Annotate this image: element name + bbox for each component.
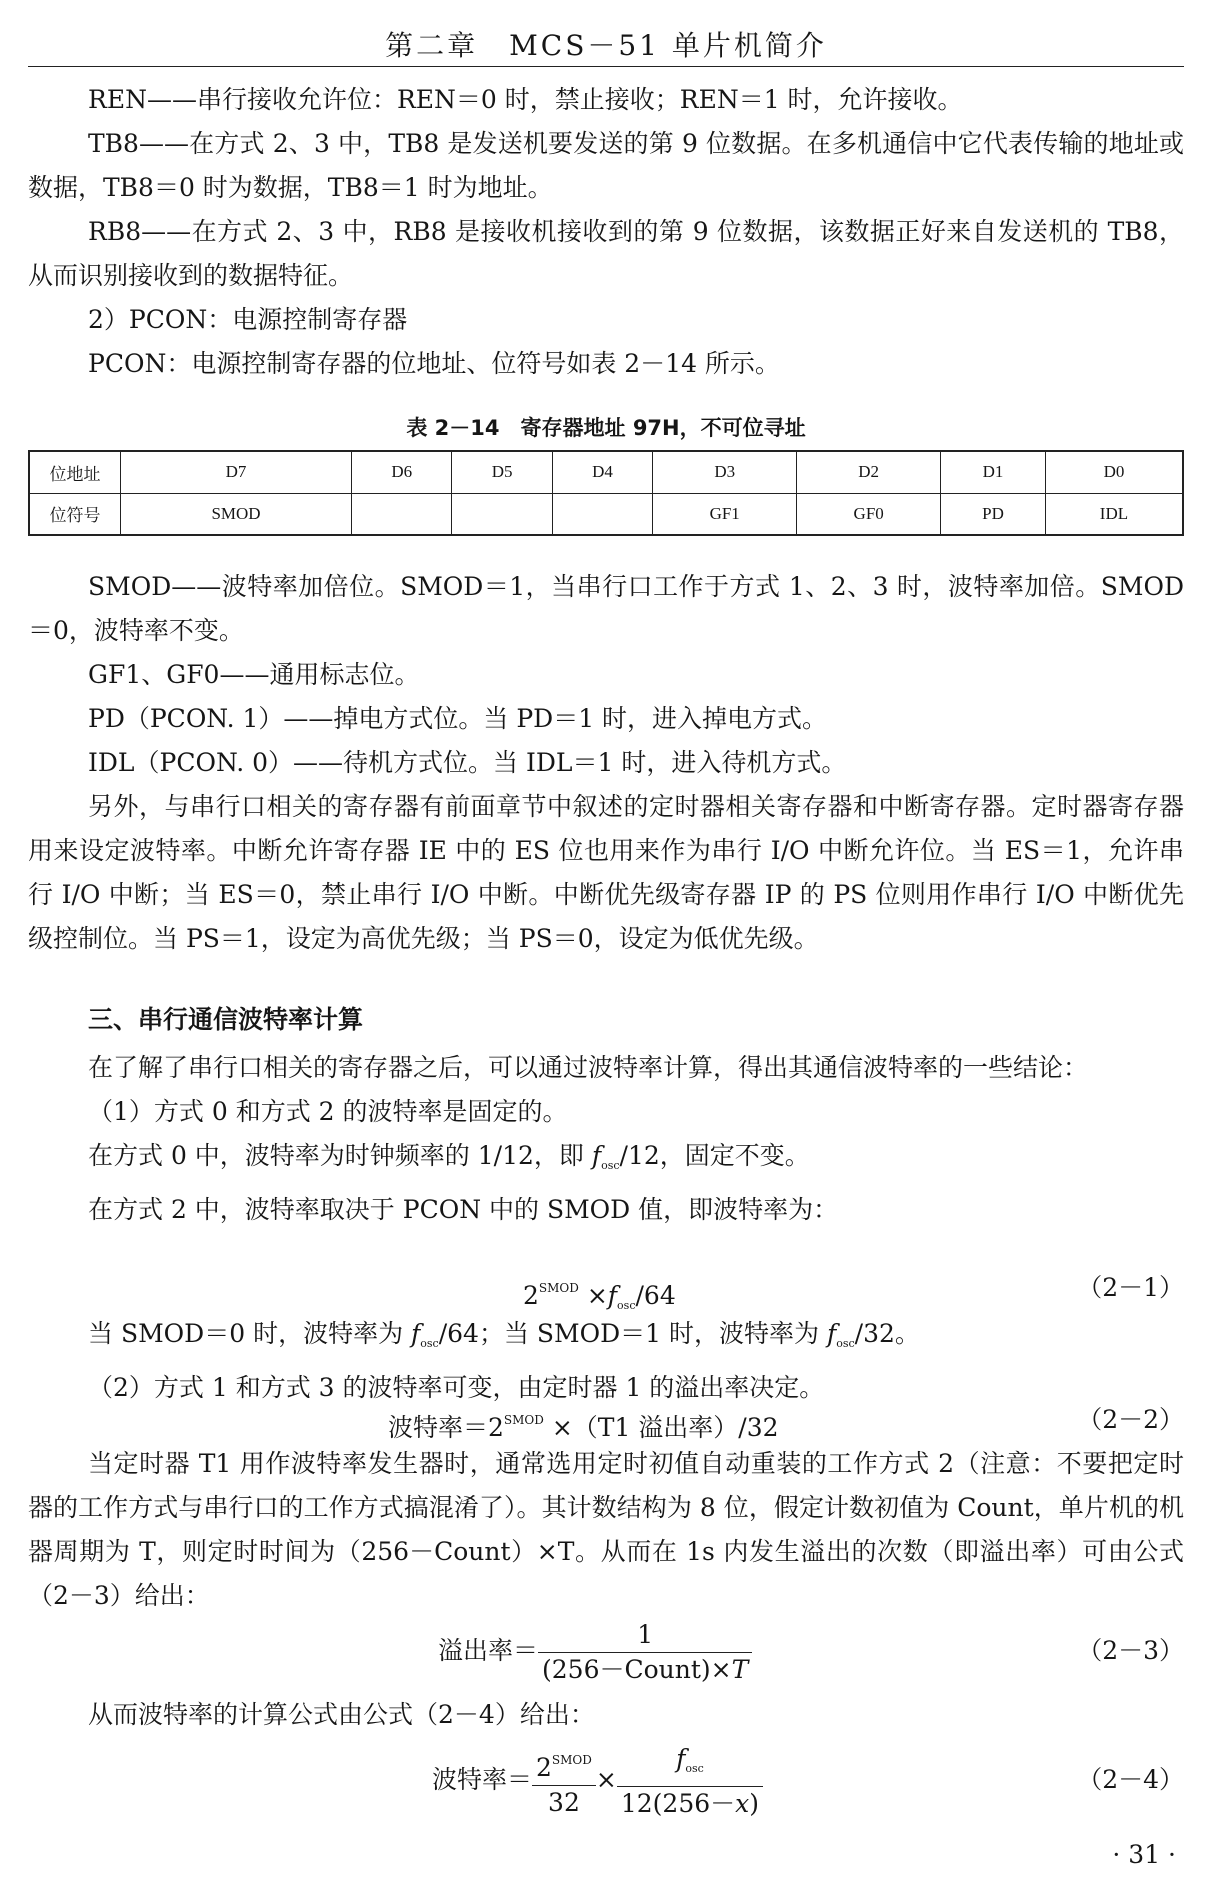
table-cell bbox=[452, 493, 552, 535]
equation-2-3-expression bbox=[438, 1615, 752, 1687]
mode0-text: 在方式 0 中，波特率为时钟频率的 1/12，即 bbox=[88, 1141, 592, 1170]
eq-superscript: SMOD bbox=[503, 1413, 544, 1427]
fraction bbox=[538, 1618, 752, 1687]
smod-rates-paragraph bbox=[28, 1312, 1184, 1366]
eq-text: 波特率＝2 bbox=[388, 1413, 504, 1442]
table-cell: D5 bbox=[452, 451, 552, 493]
section-heading: 三、串行通信波特率计算 bbox=[88, 1005, 364, 1034]
denominator: 32 bbox=[548, 1788, 580, 1817]
eq-text: × bbox=[578, 1281, 608, 1310]
mode0-text-end: /12，固定不变。 bbox=[619, 1141, 810, 1170]
eq-text: 波特率＝ bbox=[432, 1765, 533, 1794]
idl-paragraph: IDL（PCON. 0）——待机方式位。当 IDL＝1 时，进入待机方式。 bbox=[88, 748, 847, 777]
eq-text: ×（T1 溢出率）/32 bbox=[543, 1413, 779, 1442]
smod-paragraph: SMOD——波特率加倍位。SMOD＝1，当串行口工作于方式 1、2、3 时，波特率加倍。SMOD＝0，波特率不变。 bbox=[28, 572, 1184, 645]
equation-2-4-expression bbox=[432, 1740, 763, 1821]
table-cell bbox=[552, 493, 652, 535]
denominator bbox=[538, 1653, 752, 1687]
equation-2-2 bbox=[28, 1397, 1184, 1443]
fosc-subscript: osc bbox=[836, 1337, 855, 1350]
eq-superscript: SMOD bbox=[538, 1281, 579, 1295]
table-cell: SMOD bbox=[121, 493, 352, 535]
fixed-rate-paragraph: （1）方式 0 和方式 2 的波特率是固定的。 bbox=[88, 1097, 568, 1126]
table-cell: IDL bbox=[1045, 493, 1183, 535]
table-cell: 位地址 bbox=[29, 451, 121, 493]
tb8-paragraph: TB8——在方式 2、3 中，TB8 是发送机要发送的第 9 位数据。在多机通信中它代表传输的地址或数据，TB8＝0 时为数据，TB8＝1 时为地址。 bbox=[28, 129, 1184, 202]
eq-text: ) bbox=[749, 1789, 760, 1818]
eq-superscript: SMOD bbox=[551, 1753, 592, 1767]
pd-paragraph: PD（PCON. 1）——掉电方式位。当 PD＝1 时，进入掉电方式。 bbox=[88, 704, 828, 733]
table-cell: D2 bbox=[797, 451, 941, 493]
pcon-heading: 2）PCON：电源控制寄存器 bbox=[88, 305, 408, 334]
equation-number: （2－2） bbox=[1077, 1405, 1184, 1434]
eq-text: /64 bbox=[635, 1281, 676, 1310]
mode2-paragraph: 在方式 2 中，波特率取决于 PCON 中的 SMOD 值，即波特率为： bbox=[88, 1195, 839, 1224]
formula-intro bbox=[28, 1693, 1184, 1737]
table-cell: GF0 bbox=[797, 493, 941, 535]
table-cell: D6 bbox=[352, 451, 452, 493]
pcon-intro: PCON：电源控制寄存器的位地址、位符号如表 2－14 所示。 bbox=[88, 349, 780, 378]
fosc-symbol: f bbox=[607, 1281, 618, 1310]
baud-rate-intro bbox=[28, 1046, 1184, 1232]
fraction bbox=[532, 1743, 596, 1820]
fosc-subscript: osc bbox=[685, 1762, 704, 1775]
period-symbol: T bbox=[731, 1655, 749, 1684]
gf-paragraph: GF1、GF0——通用标志位。 bbox=[88, 660, 420, 689]
fosc-symbol: f bbox=[826, 1319, 837, 1348]
timer-description bbox=[28, 1442, 1184, 1618]
interrupt-paragraph: 另外，与串行口相关的寄存器有前面章节中叙述的定时器相关寄存器和中断寄存器。定时器寄存器用来设定波特率。中断允许寄存器 IE 中的 ES 位也用来作为串行 I/O 中断允许位。当 ES＝1，允许串行 I/O 中断；当 ES＝0，禁止串行 I/O 中断。中断优先级寄存器 IP 的 PS 位则用作串行 I/O 中断优先级控制位。当 PS＝1，设定为高优先级；当 PS＝0，设定为低优先级。 bbox=[28, 792, 1184, 953]
numerator: 1 bbox=[538, 1618, 752, 1653]
fosc-subscript: osc bbox=[420, 1337, 439, 1350]
fosc-symbol: f bbox=[411, 1319, 421, 1348]
eq-text: 2 bbox=[523, 1281, 539, 1310]
equation-number: （2－4） bbox=[1077, 1765, 1184, 1794]
text: /32。 bbox=[854, 1319, 920, 1348]
chapter-title: 第二章 MCS－51 单片机简介 bbox=[385, 29, 827, 62]
pcon-register-table bbox=[28, 450, 1184, 536]
fosc-symbol: f bbox=[591, 1141, 602, 1170]
fraction bbox=[617, 1742, 763, 1821]
numerator bbox=[617, 1742, 763, 1787]
text: 当 SMOD＝0 时，波特率为 bbox=[88, 1319, 412, 1348]
equation-number: （2－1） bbox=[1077, 1273, 1184, 1302]
fosc-subscript: osc bbox=[601, 1159, 620, 1172]
eq-text: 2 bbox=[536, 1753, 552, 1782]
equation-2-4 bbox=[28, 1740, 1184, 1820]
intro-paragraph: 在了解了串行口相关的寄存器之后，可以通过波特率计算，得出其通信波特率的一些结论： bbox=[88, 1053, 1089, 1082]
numerator bbox=[532, 1743, 596, 1786]
equation-2-3 bbox=[28, 1615, 1184, 1687]
running-header bbox=[28, 22, 1184, 67]
table-cell: D0 bbox=[1045, 451, 1183, 493]
table-cell: GF1 bbox=[653, 493, 797, 535]
table-cell bbox=[352, 493, 452, 535]
ren-paragraph: REN——串行接收允许位：REN＝0 时，禁止接收；REN＝1 时，允许接收。 bbox=[88, 85, 963, 114]
eq-text: × bbox=[595, 1765, 617, 1794]
mode0-paragraph bbox=[28, 1134, 1184, 1188]
table-cell: 位符号 bbox=[29, 493, 121, 535]
fosc-subscript: osc bbox=[617, 1299, 636, 1312]
table-cell: D3 bbox=[653, 451, 797, 493]
eq-text: 溢出率＝ bbox=[438, 1636, 539, 1665]
eq-text: (256－Count)× bbox=[542, 1655, 732, 1684]
denominator bbox=[617, 1787, 763, 1821]
table-row-bit-symbol bbox=[29, 493, 1183, 535]
text: /64；当 SMOD＝1 时，波特率为 bbox=[438, 1319, 827, 1348]
fosc-symbol: f bbox=[676, 1744, 686, 1773]
register-bits-description bbox=[28, 78, 1184, 386]
rb8-paragraph: RB8——在方式 2、3 中，RB8 是接收机接收到的第 9 位数据，该数据正好来自发送机的 TB8，从而识别接收到的数据特征。 bbox=[28, 217, 1184, 290]
eq-text: 12(256－ bbox=[620, 1789, 736, 1818]
table-caption: 表 2－14 寄存器地址 97H，不可位寻址 bbox=[406, 416, 806, 440]
equation-2-1 bbox=[28, 1265, 1184, 1311]
table-cell: D7 bbox=[121, 451, 352, 493]
timer-paragraph: 当定时器 T1 用作波特率发生器时，通常选用定时初值自动重装的工作方式 2（注意：不要把定时器的工作方式与串行口的工作方式搞混淆了）。其计数结构为 8 位，假定计数初值为 Count，单片机的机器周期为 T，则定时时间为（256－Count）×T。从而在 1s 内发生溢出的次数（即溢出率）可由公式（2－3）给出： bbox=[28, 1449, 1184, 1610]
page-number: · 31 · bbox=[1112, 1840, 1176, 1869]
variable-symbol: x bbox=[735, 1789, 750, 1818]
variable-rate-paragraph: （2）方式 1 和方式 3 的波特率可变，由定时器 1 的溢出率决定。 bbox=[88, 1373, 825, 1402]
equation-number: （2－3） bbox=[1077, 1636, 1184, 1665]
table-row-bit-address bbox=[29, 451, 1183, 493]
smod-baud-rates bbox=[28, 1312, 1184, 1410]
table-cell: D1 bbox=[941, 451, 1046, 493]
table-cell: D4 bbox=[552, 451, 652, 493]
formula-intro-paragraph: 从而波特率的计算公式由公式（2－4）给出： bbox=[88, 1700, 595, 1729]
table-cell: PD bbox=[941, 493, 1046, 535]
pcon-bits-description bbox=[28, 565, 1184, 961]
